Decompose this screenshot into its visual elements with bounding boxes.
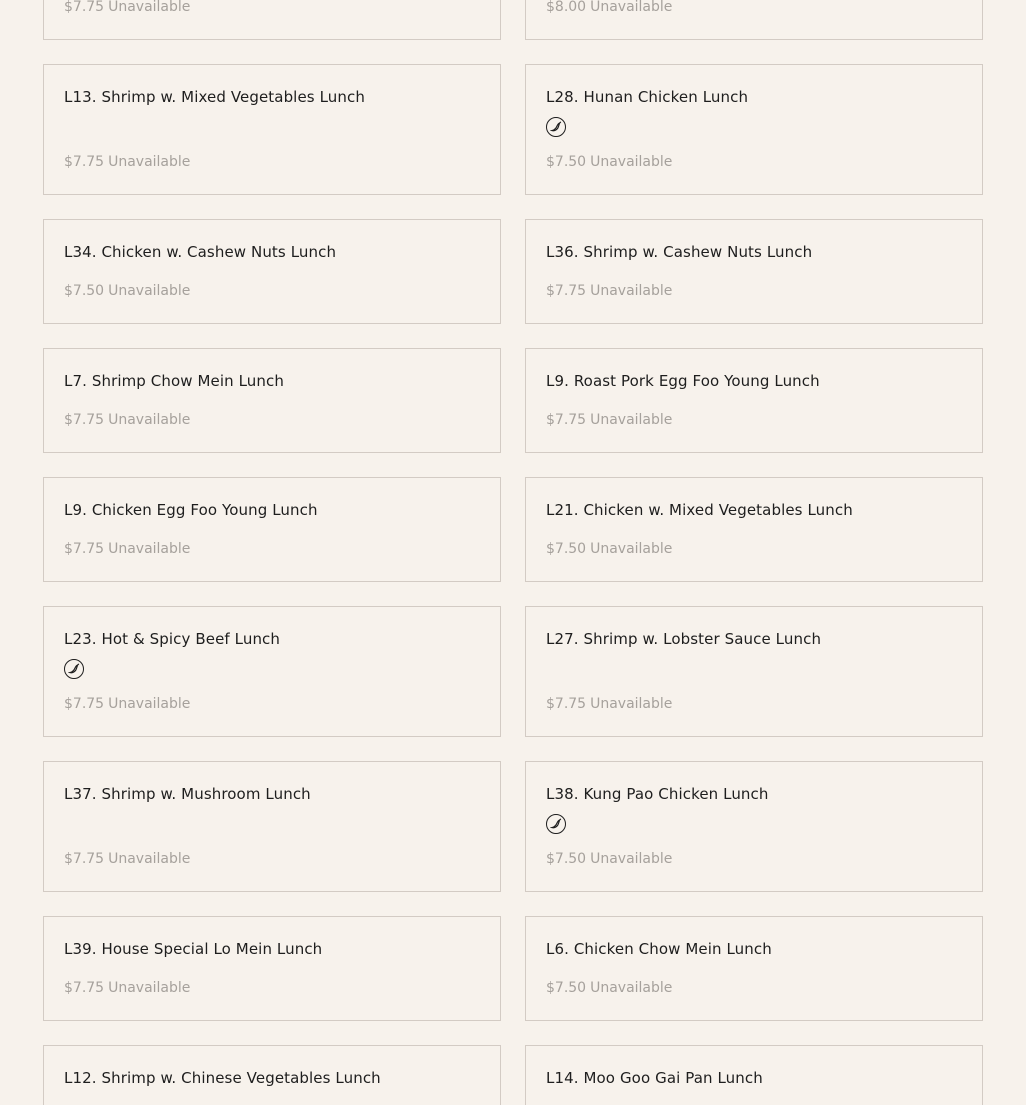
price-line xyxy=(64,979,190,997)
item-price: $7.75 xyxy=(64,0,105,15)
item-price: $7.50 xyxy=(546,980,587,996)
availability-status: Unavailable xyxy=(590,980,673,996)
item-price: $8.00 xyxy=(546,0,587,15)
chili-pepper-icon xyxy=(546,814,566,834)
item-name: L12. Shrimp w. Chinese Vegetables Lunch xyxy=(64,1069,381,1087)
item-name: L14. Moo Goo Gai Pan Lunch xyxy=(546,1069,763,1087)
availability-status: Unavailable xyxy=(590,283,673,299)
availability-status: Unavailable xyxy=(590,851,673,867)
availability-status: Unavailable xyxy=(590,0,673,15)
availability-status: Unavailable xyxy=(108,412,191,428)
item-price: $7.75 xyxy=(546,412,587,428)
availability-status: Unavailable xyxy=(590,154,673,170)
menu-item-card[interactable] xyxy=(525,606,983,737)
price-line xyxy=(546,282,672,300)
availability-status: Unavailable xyxy=(108,541,191,557)
item-price: $7.50 xyxy=(546,541,587,557)
price-line xyxy=(546,850,672,868)
item-price: $7.50 xyxy=(64,283,105,299)
item-price: $7.50 xyxy=(546,851,587,867)
menu-item-card[interactable] xyxy=(525,64,983,195)
menu-item-card[interactable] xyxy=(525,219,983,324)
menu-item-card[interactable] xyxy=(525,761,983,892)
availability-status: Unavailable xyxy=(590,696,673,712)
availability-status: Unavailable xyxy=(108,154,191,170)
menu-item-card[interactable] xyxy=(525,916,983,1021)
item-name: L6. Chicken Chow Mein Lunch xyxy=(546,940,772,958)
item-name: L37. Shrimp w. Mushroom Lunch xyxy=(64,785,311,803)
availability-status: Unavailable xyxy=(108,851,191,867)
item-name: L13. Shrimp w. Mixed Vegetables Lunch xyxy=(64,88,365,106)
item-name: L7. Shrimp Chow Mein Lunch xyxy=(64,372,284,390)
item-price: $7.75 xyxy=(546,696,587,712)
item-price: $7.75 xyxy=(64,980,105,996)
menu-item-card[interactable] xyxy=(43,606,501,737)
menu-item-card[interactable] xyxy=(525,348,983,453)
menu-item-card[interactable] xyxy=(43,0,501,40)
price-line xyxy=(546,979,672,997)
menu-item-card[interactable] xyxy=(525,477,983,582)
price-line xyxy=(64,0,190,16)
menu-item-card[interactable] xyxy=(525,1045,983,1105)
menu-item-card[interactable] xyxy=(43,348,501,453)
price-line xyxy=(546,0,672,16)
price-line xyxy=(64,282,190,300)
menu-item-card[interactable] xyxy=(43,1045,501,1105)
chili-pepper-icon xyxy=(546,117,566,137)
chili-pepper-icon xyxy=(64,659,84,679)
menu-item-card[interactable] xyxy=(43,64,501,195)
item-price: $7.75 xyxy=(546,283,587,299)
item-price: $7.75 xyxy=(64,412,105,428)
item-name: L9. Roast Pork Egg Foo Young Lunch xyxy=(546,372,820,390)
availability-status: Unavailable xyxy=(108,283,191,299)
item-name: L27. Shrimp w. Lobster Sauce Lunch xyxy=(546,630,822,648)
availability-status: Unavailable xyxy=(108,980,191,996)
availability-status: Unavailable xyxy=(108,0,191,15)
item-name: L9. Chicken Egg Foo Young Lunch xyxy=(64,501,318,519)
item-name: L23. Hot & Spicy Beef Lunch xyxy=(64,630,281,648)
item-price: $7.75 xyxy=(64,696,105,712)
item-price: $7.75 xyxy=(64,154,105,170)
menu-item-card[interactable] xyxy=(525,0,983,40)
item-name: L36. Shrimp w. Cashew Nuts Lunch xyxy=(546,243,813,261)
menu-item-card[interactable] xyxy=(43,477,501,582)
availability-status: Unavailable xyxy=(590,541,673,557)
item-name: L21. Chicken w. Mixed Vegetables Lunch xyxy=(546,501,853,519)
menu-item-card[interactable] xyxy=(43,916,501,1021)
price-line xyxy=(64,850,190,868)
item-name: L38. Kung Pao Chicken Lunch xyxy=(546,785,769,803)
price-line xyxy=(546,540,672,558)
price-line xyxy=(546,411,672,429)
item-price: $7.50 xyxy=(546,154,587,170)
item-price: $7.75 xyxy=(64,851,105,867)
price-line xyxy=(64,411,190,429)
availability-status: Unavailable xyxy=(590,412,673,428)
item-name: L39. House Special Lo Mein Lunch xyxy=(64,940,323,958)
item-name: L28. Hunan Chicken Lunch xyxy=(546,88,749,106)
price-line xyxy=(64,540,190,558)
price-line xyxy=(546,153,672,171)
price-line xyxy=(64,153,190,171)
menu-item-card[interactable] xyxy=(43,219,501,324)
price-line xyxy=(546,695,672,713)
availability-status: Unavailable xyxy=(108,696,191,712)
price-line xyxy=(64,695,190,713)
item-price: $7.75 xyxy=(64,541,105,557)
menu-item-card[interactable] xyxy=(43,761,501,892)
item-name: L34. Chicken w. Cashew Nuts Lunch xyxy=(64,243,337,261)
